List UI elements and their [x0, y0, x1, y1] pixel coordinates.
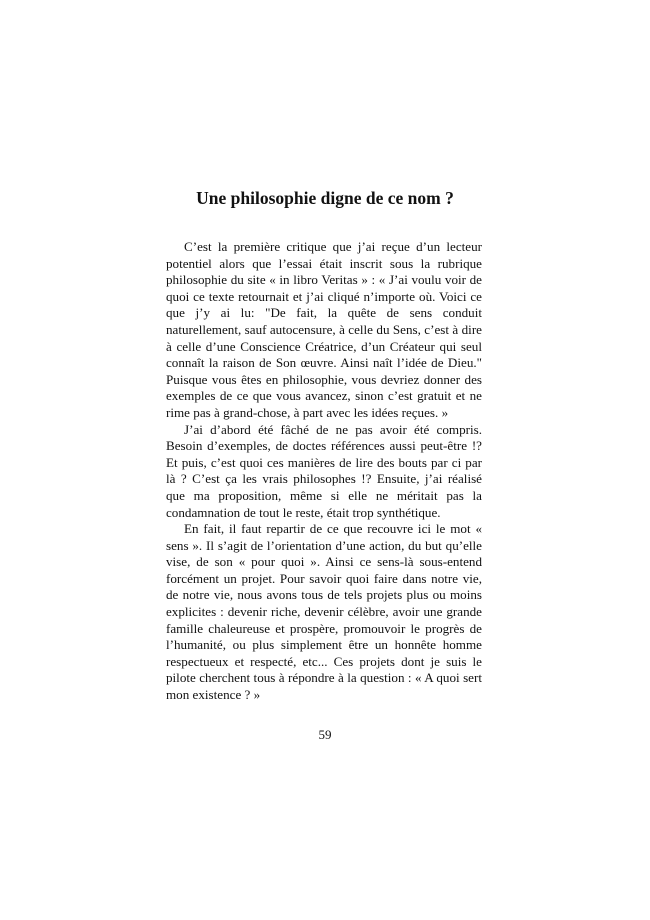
chapter-title: Une philosophie digne de ce nom ? [196, 188, 454, 208]
body-text [166, 239, 482, 704]
paragraph-3: En fait, il faut repartir de ce que recouvre ici le mot « sens ». Il s’agit de l’orientation d’une action, du but qu’elle vise, de son « pour quoi ». Ainsi ce sens-là sous-entend forcément un projet. Pour savoir quoi faire dans notre vie, de notre vie, nous avons tous de tels projets plus ou moins explicites : devenir riche, devenir célèbre, avoir une grande famille chaleureuse et prospère, promouvoir le progrès de l’humanité, ou plus simplement être un honnête homme respectueux et respecté, etc... Ces projets dont je suis le pilote cherchent tous à répondre à la question : « A quoi sert mon existence ? » [166, 521, 482, 703]
paragraph-2: J’ai d’abord été fâché de ne pas avoir été compris. Besoin d’exemples, de doctes références aussi peut-être !? Et puis, c’est quoi ces manières de lire des bouts par ci par là ? C’est ça les vrais philosophes !? Ensuite, j’ai réalisé que ma proposition, même si elle ne méritait pas la condamnation de tout le reste, était trop synthétique. [166, 421, 482, 520]
paragraph-1: C’est la première critique que j’ai reçue d’un lecteur potentiel alors que l’essai était inscrit sous la rubrique philosophie du site « in libro Veritas » : « J’ai voulu voir de quoi ce texte retournait et j’ai cliqué n’importe où. Voici ce que j’y ai lu: "De fait, la quête de sens conduit naturellement, sauf autocensure, à celle du Sens, c’est à dire à celle d’une Conscience Créatrice, d’un Créateur qui seul connaît la raison de Son œuvre. Ainsi naît l’idée de Dieu." Puisque vous êtes en philosophie, vous devriez donner des exemples de ce que vous avancez, sinon c’est gratuit et ne rime pas à grand-chose, à part avec les idées reçues. » [166, 239, 482, 420]
page-number: 59 [318, 727, 332, 742]
